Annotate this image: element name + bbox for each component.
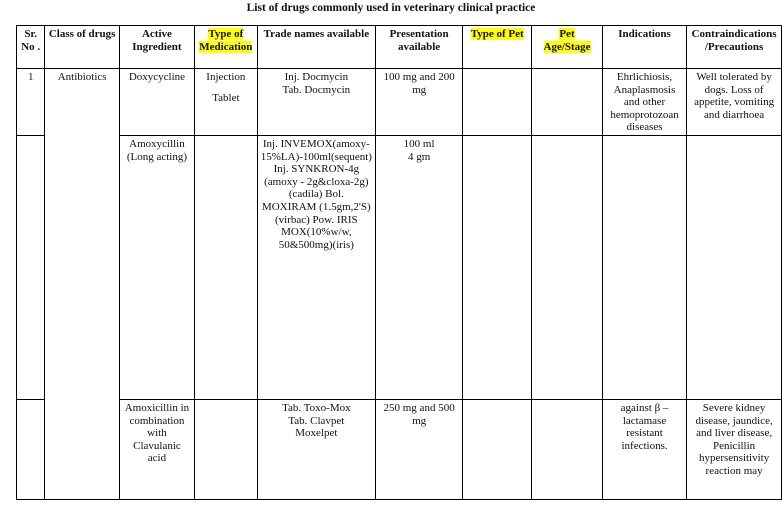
header-pet-age-text: Pet Age/Stage [543, 28, 591, 53]
type-med-line: Tablet [212, 91, 240, 104]
cell-sr [17, 135, 45, 399]
table-row [17, 135, 782, 399]
header-type-of-medication-text: Type of Medication [199, 28, 253, 53]
trade-line: Tab. Clavpet [288, 414, 345, 427]
drug-table [16, 25, 782, 500]
cell-active: Doxycycline [119, 69, 194, 136]
cell-type-med [194, 135, 257, 399]
header-type-of-pet-text: Type of Pet [470, 28, 524, 40]
type-med-line: Injection [206, 71, 246, 83]
cell-pet-age [532, 135, 603, 399]
cell-contra [687, 135, 782, 399]
cell-presentation: 250 mg and 500 mg [375, 399, 462, 499]
table-row [17, 69, 782, 136]
trade-line: Tab. Toxo-Mox [282, 401, 351, 414]
cell-trade [257, 399, 375, 499]
cell-presentation: 100 mg and 200 mg [375, 69, 462, 136]
header-row [17, 26, 782, 69]
cell-trade: Inj. INVEMOX(amoxy-15%LA)-100ml(sequent) Inj. SYNKRON-4g (amoxy - 2g&cloxa-2g)(cadila) Bol. MOXIRAM (1.5gm,2'S)(virbac) Pow. IRIS MOX(10%w/w, 50&500mg)(iris) [257, 135, 375, 399]
header-presentation: Presentation available [375, 26, 462, 69]
header-class: Class of drugs [45, 26, 120, 69]
trade-line: Tab. Docmycin [282, 83, 351, 96]
cell-type-pet [463, 399, 532, 499]
cell-type-med [194, 69, 257, 136]
cell-pet-age [532, 399, 603, 499]
table-row [17, 399, 782, 499]
cell-sr [17, 399, 45, 499]
cell-presentation [375, 135, 462, 399]
cell-type-pet [463, 69, 532, 136]
header-indications: Indications [602, 26, 686, 69]
page-title: List of drugs commonly used in veterinary clinical practice [246, 2, 536, 14]
presentation-line: 100 ml [403, 137, 435, 150]
cell-trade [257, 69, 375, 136]
header-pet-age [532, 26, 603, 69]
cell-type-med [194, 399, 257, 499]
header-type-of-pet [463, 26, 532, 69]
header-contraindications: Contraindications /Precautions [687, 26, 782, 69]
trade-line: Inj. Docmycin [284, 71, 349, 83]
cell-contra: Severe kidney disease, jaundice, and liver disease, Penicillin hypersensitivity reaction may [687, 399, 782, 499]
cell-sr: 1 [17, 69, 45, 136]
cell-class: Antibiotics [45, 69, 120, 500]
cell-contra: Well tolerated by dogs. Loss of appetite, vomiting and diarrhoea [687, 69, 782, 136]
cell-pet-age [532, 69, 603, 136]
cell-indications: against β – lactamase resistant infections. [602, 399, 686, 499]
cell-indications: Ehrlichiosis, Anaplasmosis and other hemoprotozoan diseases [602, 69, 686, 136]
header-trade-names: Trade names available [257, 26, 375, 69]
presentation-line: 4 gm [407, 150, 431, 163]
header-type-of-medication [194, 26, 257, 69]
header-sr-no: Sr. No . [17, 26, 45, 69]
cell-indications [602, 135, 686, 399]
trade-line: Moxelpet [295, 427, 338, 440]
header-active-ingredient: Active Ingredient [119, 26, 194, 69]
cell-type-pet [463, 135, 532, 399]
cell-active: Amoxycillin (Long acting) [119, 135, 194, 399]
cell-active: Amoxicillin in combination with Clavulanic acid [119, 399, 194, 499]
